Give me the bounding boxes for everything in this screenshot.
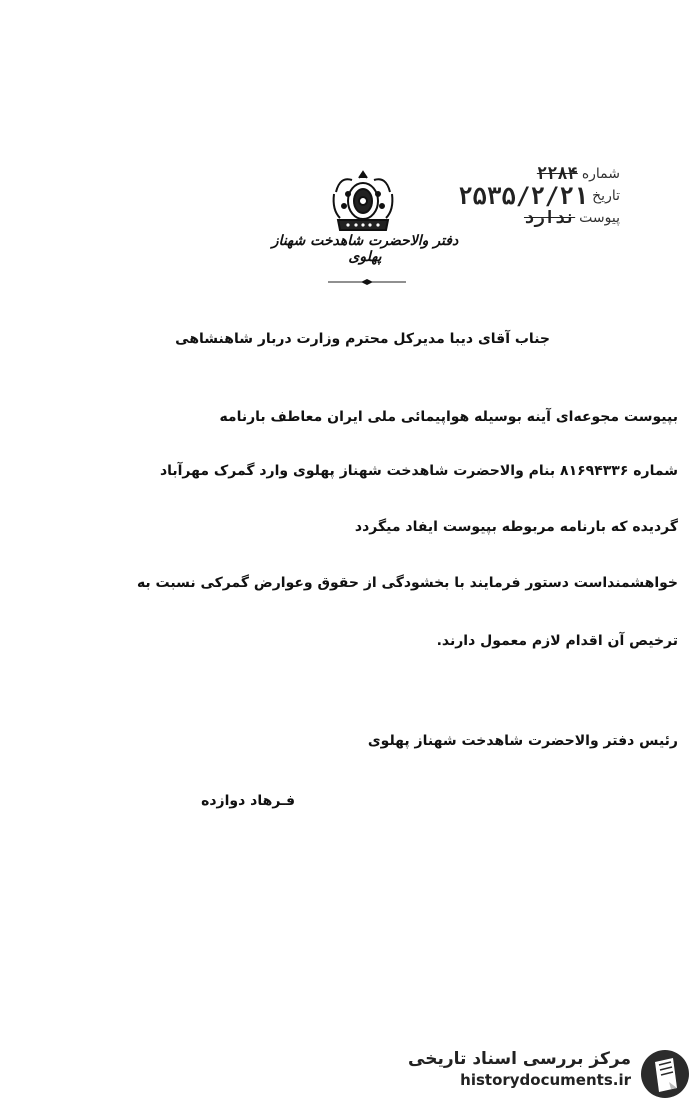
reference-number-value: ۲۲۸۴ bbox=[536, 164, 578, 184]
archive-page-icon bbox=[639, 1048, 691, 1100]
ornamental-divider bbox=[328, 278, 406, 286]
watermark-text bbox=[408, 1049, 631, 1089]
signatory-name: فـرهاد دوازده bbox=[201, 793, 295, 809]
reference-number-label: شماره bbox=[581, 166, 620, 182]
watermark-organization: مرکز بررسی اسناد تاریخی bbox=[408, 1049, 631, 1069]
reference-date-row bbox=[458, 182, 620, 210]
royal-crown-icon bbox=[326, 170, 400, 238]
reference-attachment-value: ندارد bbox=[523, 208, 576, 228]
reference-attachment-label: پیوست bbox=[579, 210, 620, 226]
letter-line: گردیده که بارنامه مربوطه بپیوست ایفاد میگردد bbox=[354, 519, 678, 535]
reference-date-value: ۲۵۳۵/۲/۲۱ bbox=[458, 182, 589, 210]
reference-block bbox=[458, 163, 620, 229]
reference-date-label: تاریخ bbox=[592, 188, 620, 204]
watermark-website: historydocuments.ir bbox=[460, 1071, 631, 1089]
signatory-title: رئیس دفتر والاحضرت شاهدخت شهناز پهلوی bbox=[367, 733, 678, 749]
letter-line: بپیوست مجوعه‌ای آینه بوسیله هواپیمائی ملی ایران معاطف بارنامه bbox=[219, 409, 678, 425]
letter-line: خواهشمنداست دستور فرمایند با بخشودگی از حقوق وعوارض گمرکی نسبت به bbox=[136, 575, 678, 591]
letter-line: شماره ۸۱۶۹۴۳۳۶ بنام والاحضرت شاهدخت شهناز پهلوی وارد گمرک مهرآباد bbox=[159, 463, 678, 479]
reference-attachment-row bbox=[470, 207, 620, 229]
letter-line: ترخیص آن اقدام لازم معمول دارند. bbox=[436, 633, 678, 649]
archive-watermark bbox=[407, 1040, 697, 1106]
office-name: دفتر والاحضرت شاهدخت شهناز پهلوی bbox=[271, 233, 459, 265]
letter-salutation: جناب آقای دیبا مدیرکل محترم وزارت دربار شاهنشاهی bbox=[175, 331, 550, 347]
